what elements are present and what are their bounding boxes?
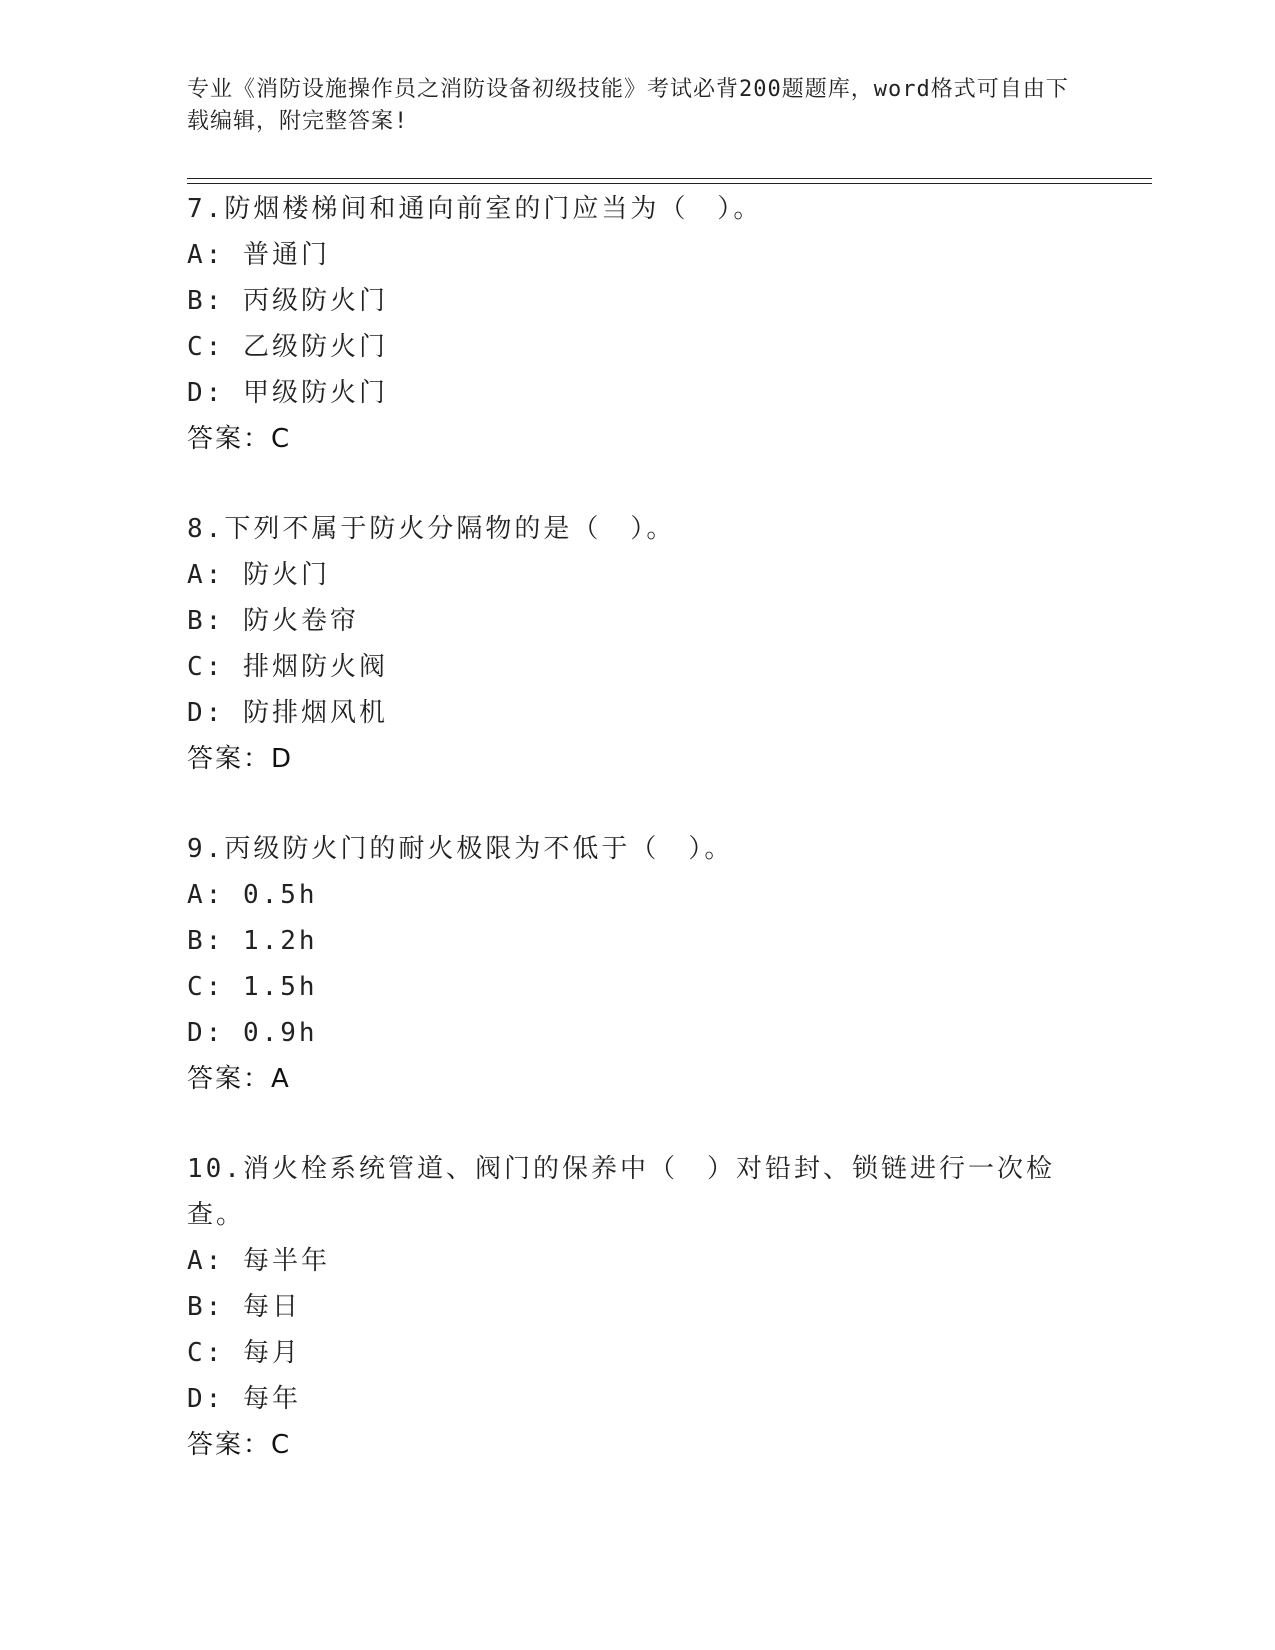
option-text: 乙级防火门 [242,332,388,362]
option-label: D: [187,1384,225,1414]
option-a [187,1238,1087,1284]
option-b [187,278,1087,324]
question-7 [187,186,1087,462]
option-a [187,552,1087,598]
option-label: C: [187,972,225,1002]
option-text: 1.2h [242,926,318,956]
option-text: 每日 [242,1292,301,1322]
question-text [187,506,1067,552]
document-header: 专业《消防设施操作员之消防设备初级技能》考试必背200题题库，word格式可自由下载编辑，附完整答案! [187,77,1069,134]
question-number: 7. [187,194,225,224]
option-b [187,1284,1087,1330]
option-label: D: [187,1018,225,1048]
option-d [187,690,1087,736]
option-text: 每半年 [242,1246,330,1276]
option-label: B: [187,1292,225,1322]
answer-label: 答案： [187,744,272,774]
question-stem: 消火栓系统管道、阀门的保养中（ ）对铅封、锁链进行一次检查。 [187,1154,1055,1230]
option-a [187,872,1087,918]
question-text [187,186,1067,232]
question-number: 8. [187,514,225,544]
option-label: A: [187,1246,225,1276]
option-a [187,232,1087,278]
option-d [187,1010,1087,1056]
option-label: D: [187,378,225,408]
question-8 [187,506,1087,782]
answer-label: 答案： [187,424,272,454]
option-text: 防火门 [242,560,330,590]
option-text: 每月 [242,1338,301,1368]
option-text: 防排烟风机 [242,698,388,728]
question-stem: 防烟楼梯间和通向前室的门应当为（ ）。 [224,194,763,224]
option-label: C: [187,1338,225,1368]
question-list [187,186,1087,1512]
question-stem: 下列不属于防火分隔物的是（ ）。 [224,514,676,544]
option-d [187,370,1087,416]
option-label: B: [187,286,225,316]
question-10 [187,1146,1087,1468]
option-text: 排烟防火阀 [242,652,388,682]
answer-value: D [271,744,294,774]
option-c [187,964,1087,1010]
question-9 [187,826,1087,1102]
answer-label: 答案： [187,1064,272,1094]
option-label: C: [187,332,225,362]
option-text: 丙级防火门 [242,286,388,316]
question-stem: 丙级防火门的耐火极限为不低于（ ）。 [224,834,734,864]
option-label: C: [187,652,225,682]
option-text: 1.5h [242,972,318,1002]
answer-label: 答案： [187,1430,272,1460]
option-text: 0.9h [242,1018,318,1048]
option-text: 每年 [242,1384,301,1414]
option-label: A: [187,240,225,270]
option-label: B: [187,926,225,956]
header-divider-top [187,178,1152,179]
option-c [187,324,1087,370]
question-text [187,1146,1067,1238]
option-text: 防火卷帘 [242,606,359,636]
answer-value: C [271,424,292,454]
option-label: A: [187,880,225,910]
option-d [187,1376,1087,1422]
question-text [187,826,1067,872]
answer-value: C [271,1430,292,1460]
option-b [187,598,1087,644]
answer-line [187,416,1087,462]
option-c [187,644,1087,690]
header-divider-bottom [187,183,1152,184]
option-label: A: [187,560,225,590]
answer-line [187,736,1087,782]
option-text: 0.5h [242,880,318,910]
question-number: 10. [187,1154,243,1184]
answer-line [187,1056,1087,1102]
answer-value: A [271,1064,291,1094]
option-text: 普通门 [242,240,330,270]
answer-line [187,1422,1087,1468]
option-label: D: [187,698,225,728]
option-label: B: [187,606,225,636]
question-number: 9. [187,834,225,864]
option-text: 甲级防火门 [242,378,388,408]
option-b [187,918,1087,964]
option-c [187,1330,1087,1376]
